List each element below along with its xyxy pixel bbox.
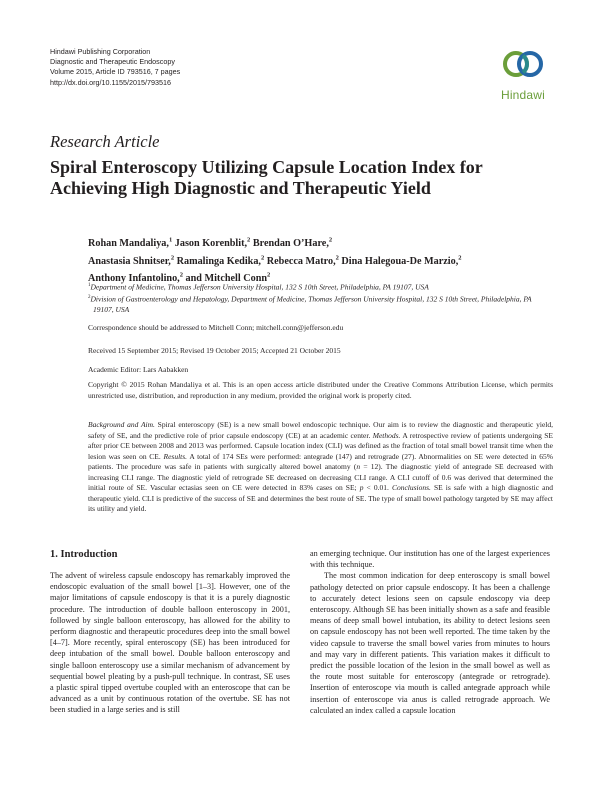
journal-info (50, 47, 180, 88)
abstract-background-label: Background and Aim. (88, 420, 155, 429)
academic-editor: Academic Editor: Lars Aabakken (88, 365, 189, 374)
article-type: Research Article (50, 132, 160, 151)
paragraph: an emerging technique. Our institution has one of the largest experiences with this technique. (310, 549, 550, 570)
author-list (88, 234, 558, 286)
author: Dina Halegoua-De Marzio,$^2$ (341, 254, 462, 267)
publisher: Hindawi Publishing Corporation (50, 47, 151, 56)
author: Ramalinga Kedika,$^2$ (176, 254, 265, 267)
abstract: Background and Aim. Spiral enteroscopy (SE) is a new small bowel endoscopic technique. Our aim is to review the diagnostic and therapeutic yield, safety of SE, and the predictive role of prior capsule endoscopy (CE) at an academic center. Methods. A retrospective review of patients undergoing SE after prior CE between 2008 and 2013 was performed. Capsule location index (CLI) was defined as the fraction of total small bowel transit time when the lesion was seen on CE. Results. A total of 174 SEs were performed: antegrade (147) and retrograde (27). Abnormalities on SE were detected in 65% patients. The procedure was safe in patients with surgically altered bowel anatomy (n = 12). The diagnostic yield of antegrade SE decreased with increasing CLI range. The diagnostic yield of retrograde SE decreased on decreasing CLI range. A CLI cutoff of 0.6 was derived that determined the initial route of SE. Vascular ectasias seen on CE were detected in 83% cases on SE; p < 0.01. Conclusions. SE is safe with a high diagnostic and therapeutic yield. CLI is predictive of the success of SE and determines the best route of SE. The type of small bowel pathology targeted by SE may affect its utility and yield. (88, 420, 554, 513)
logo-text: Hindawi (500, 88, 546, 102)
author: Rebecca Matro,$^2$ (266, 254, 339, 267)
abstract-results-label: Results. (163, 451, 188, 461)
author: and Mitchell Conn$^2$ (185, 271, 271, 285)
affiliation: $^2$Division of Gastroenterology and Hepatology, Department of Medicine, Thomas Jefferson University Hospital, 132 S 10th Street, Philadelphia, PA 19107, USA (88, 294, 532, 314)
journal-name: Diagnostic and Therapeutic Endoscopy (50, 57, 175, 67)
author: Anastasia Shnitser,$^2$ (88, 254, 175, 267)
author: Brendan O’Hare,$^2$ (252, 237, 333, 250)
hindawi-rings-icon (502, 44, 544, 84)
correspondence: Correspondence should be addressed to Mitchell Conn; mitchell.conn@jefferson.edu (88, 323, 344, 332)
column-left (50, 570, 290, 716)
column-right (310, 548, 550, 716)
author: Anthony Infantolino,$^2$ (88, 271, 183, 285)
abstract-methods-label: Methods. (372, 430, 401, 440)
paragraph: The most common indication for deep enteroscopy is small bowel pathology detected on prior capsule endoscopy. It has been a challenge to accurately detect lesions seen on capsule endoscopy via deep enteroscopy. Although SE has been initially shown as a safe and feasible means of deep small bowel intubation, its ability to detect lesions seen on capsule endoscopy has not been well reported. The time taken by the video capsule to traverse the small bowel varies from minutes to hours and may vary in different patients. This variation makes it difficult to predict the possible location of the lesion in the small bowel as well as the route most suitable for enteroscopy (antegrade or retrograde). Insertion of enteroscope via mouth is called antegrade approach while insertion of enteroscope via anus is called retrograde approach. We calculated an index called a capsule location (310, 571, 550, 715)
affiliations (88, 281, 553, 316)
section-heading-introduction: 1. Introduction (50, 549, 118, 560)
author: Jason Korenblit,$^2$ (174, 237, 251, 250)
paragraph: The advent of wireless capsule endoscopy has remarkably improved the endoscopic evaluation of the small bowel [1–3]. However, one of the major limitations of capsule endoscopy is that it is a purely diagnostic procedure. The introduction of double balloon enteroscopy in 2001, followed by single balloon enteroscopy, has allowed for the ability to perform diagnostic and therapeutic procedures deep into the small bowel [4–7]. More recently, spiral enteroscopy (SE) has been introduced for deep intubation of the small bowel. Double balloon enteroscopy and single balloon enteroscopy use a similar mechanism of advancement by sequential bowel pleating by a push-pull technique. In contrast, SE uses a plastic spiral tipped overtube coupled with an enteroscope that can be advanced as a unit by continuous rotation of the overtube. SE has not been studied in a large series and is still (50, 571, 290, 715)
affiliation: $^1$Department of Medicine, Thomas Jefferson University Hospital, 132 S 10th Street, Philadelphia, PA 19107, USA (88, 282, 429, 292)
doi-link[interactable]: http://dx.doi.org/10.1155/2015/793516 (50, 77, 171, 87)
paper-title: Spiral Enteroscopy Utilizing Capsule Location Index for Achieving High Diagnostic and Therapeutic Yield (50, 157, 483, 198)
abstract-conclusions-label: Conclusions. (391, 483, 431, 492)
copyright-notice: Copyright © 2015 Rohan Mandaliya et al. This is an open access article distributed under the Creative Commons Attribution License, which permits unrestricted use, distribution, and reproduction in any medium, provided the original work is properly cited. (88, 380, 553, 400)
dates: Received 15 September 2015; Revised 19 October 2015; Accepted 21 October 2015 (88, 346, 341, 355)
hindawi-logo (492, 44, 554, 102)
volume-line: Volume 2015, Article ID 793516, 7 pages (50, 67, 181, 77)
author: Rohan Mandaliya,$^1$ (88, 237, 173, 250)
